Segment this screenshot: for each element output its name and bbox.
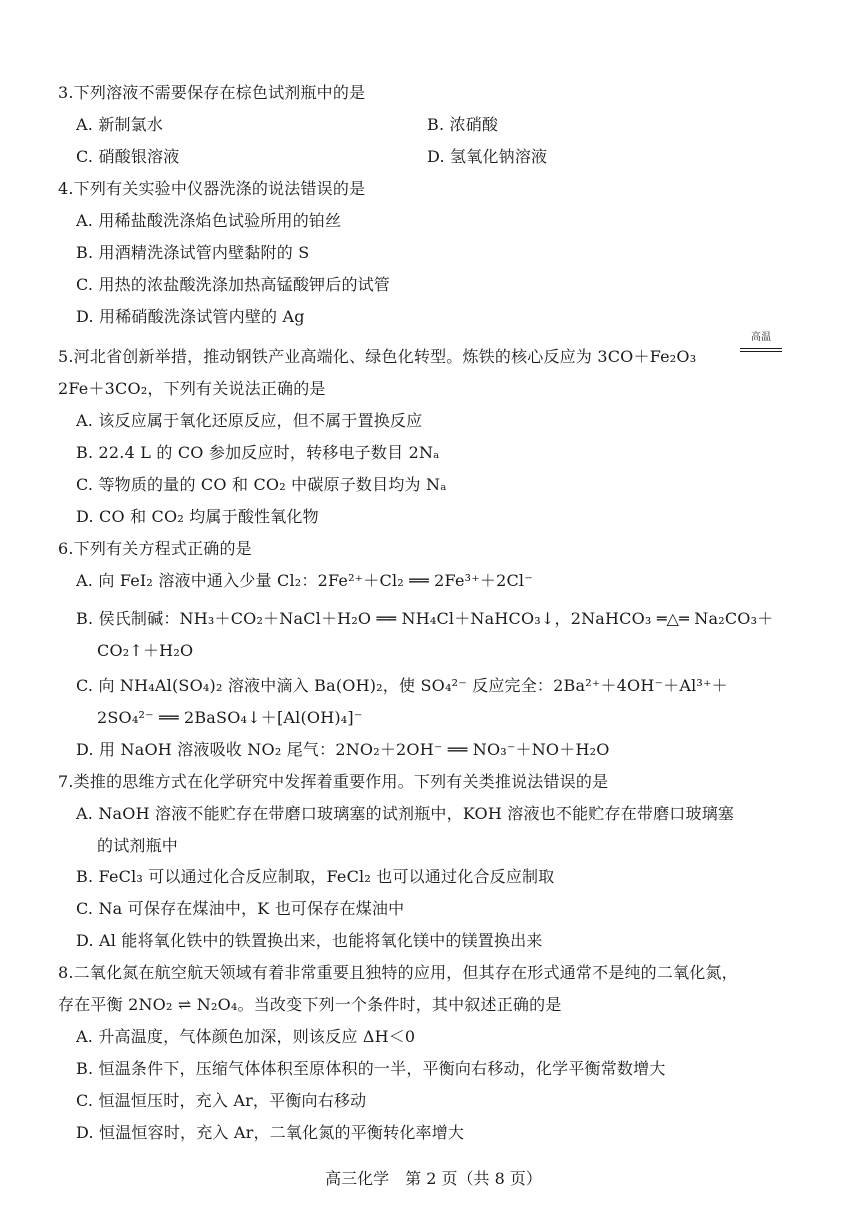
q4-option-c: C. 用热的浓盐酸洗涤加热高锰酸钾后的试管 xyxy=(76,275,391,294)
q4-stem: 4.下列有关实验中仪器洗涤的说法错误的是 xyxy=(58,179,366,198)
q8-option-d: D. 恒温恒容时，充入 Ar，二氧化氮的平衡转化率增大 xyxy=(76,1123,465,1142)
q8-option-b: B. 恒温条件下，压缩气体体积至原体积的一半，平衡向右移动，化学平衡常数增大 xyxy=(76,1059,666,1078)
q8-option-c: C. 恒温恒压时，充入 Ar，平衡向右移动 xyxy=(76,1091,367,1110)
q3-option-a: A. 新制氯水 xyxy=(76,115,164,134)
q8-option-a: A. 升高温度，气体颜色加深，则该反应 ΔH＜0 xyxy=(76,1027,416,1046)
q7-option-c: C. Na 可保存在煤油中，K 也可保存在煤油中 xyxy=(76,899,405,918)
q4-option-a: A. 用稀盐酸洗涤焰色试验所用的铂丝 xyxy=(76,211,342,230)
q6-option-a: A. 向 FeI₂ 溶液中通入少量 Cl₂：2Fe²⁺＋Cl₂ ══ 2Fe³⁺＋2Cl⁻ xyxy=(76,571,533,590)
page-footer: 高三化学 第 2 页（共 8 页） xyxy=(325,1169,542,1188)
q7-option-d: D. Al 能将氧化铁中的铁置换出来，也能将氧化镁中的镁置换出来 xyxy=(76,931,543,950)
q8-stem-line1: 8.二氧化氮在航空航天领域有着非常重要且独特的应用，但其存在形式通常不是纯的二氧化氮， xyxy=(58,963,738,982)
reaction-condition: 高温 xyxy=(751,332,771,343)
equals-sign-bar xyxy=(740,351,782,352)
q3-option-c: C. 硝酸银溶液 xyxy=(76,147,180,166)
q7-option-b: B. FeCl₃ 可以通过化合反应制取，FeCl₂ 也可以通过化合反应制取 xyxy=(76,867,555,886)
q8-stem-line2: 存在平衡 2NO₂ ⇌ N₂O₄。当改变下列一个条件时，其中叙述正确的是 xyxy=(58,995,562,1014)
q5-stem-line2: 2Fe＋3CO₂，下列有关说法正确的是 xyxy=(58,379,326,398)
q6-option-c-line2: 2SO₄²⁻ ══ 2BaSO₄↓＋[Al(OH)₄]⁻ xyxy=(97,708,363,727)
q4-option-d: D. 用稀硝酸洗涤试管内壁的 Ag xyxy=(76,307,305,326)
q6-option-b-line1: B. 侯氏制碱：NH₃＋CO₂＋NaCl＋H₂O ══ NH₄Cl＋NaHCO₃↓，2NaHCO₃ ═△═ Na₂CO₃＋ xyxy=(76,609,774,628)
q5-stem-line1: 5.河北省创新举措，推动钢铁产业高端化、绿色化转型。炼铁的核心反应为 3CO＋Fe₂O₃ xyxy=(58,347,697,366)
q6-option-d: D. 用 NaOH 溶液吸收 NO₂ 尾气：2NO₂＋2OH⁻ ══ NO₃⁻＋NO＋H₂O xyxy=(76,740,610,759)
q6-option-c-line1: C. 向 NH₄Al(SO₄)₂ 溶液中滴入 Ba(OH)₂，使 SO₄²⁻ 反应完全：2Ba²⁺＋4OH⁻＋Al³⁺＋ xyxy=(76,676,728,695)
q6-option-b-line2: CO₂↑＋H₂O xyxy=(97,641,194,660)
q7-option-a-line2: 的试剂瓶中 xyxy=(97,836,179,855)
q5-option-d: D. CO 和 CO₂ 均属于酸性氧化物 xyxy=(76,507,319,526)
q5-option-c: C. 等物质的量的 CO 和 CO₂ 中碳原子数目均为 Nₐ xyxy=(76,475,447,494)
q7-stem: 7.类推的思维方式在化学研究中发挥着重要作用。下列有关类推说法错误的是 xyxy=(58,772,609,791)
q3-stem: 3.下列溶液不需要保存在棕色试剂瓶中的是 xyxy=(58,83,366,102)
q3-option-b: B. 浓硝酸 xyxy=(427,115,499,134)
q6-stem: 6.下列有关方程式正确的是 xyxy=(58,539,252,558)
q5-option-a: A. 该反应属于氧化还原反应，但不属于置换反应 xyxy=(76,411,423,430)
q3-option-d: D. 氢氧化钠溶液 xyxy=(427,147,548,166)
equals-sign-bar xyxy=(740,348,782,349)
q4-option-b: B. 用酒精洗涤试管内壁黏附的 S xyxy=(76,243,310,262)
q7-option-a-line1: A. NaOH 溶液不能贮存在带磨口玻璃塞的试剂瓶中，KOH 溶液也不能贮存在带磨口玻璃塞 xyxy=(76,804,735,823)
q5-option-b: B. 22.4 L 的 CO 参加反应时，转移电子数目 2Nₐ xyxy=(76,443,440,462)
